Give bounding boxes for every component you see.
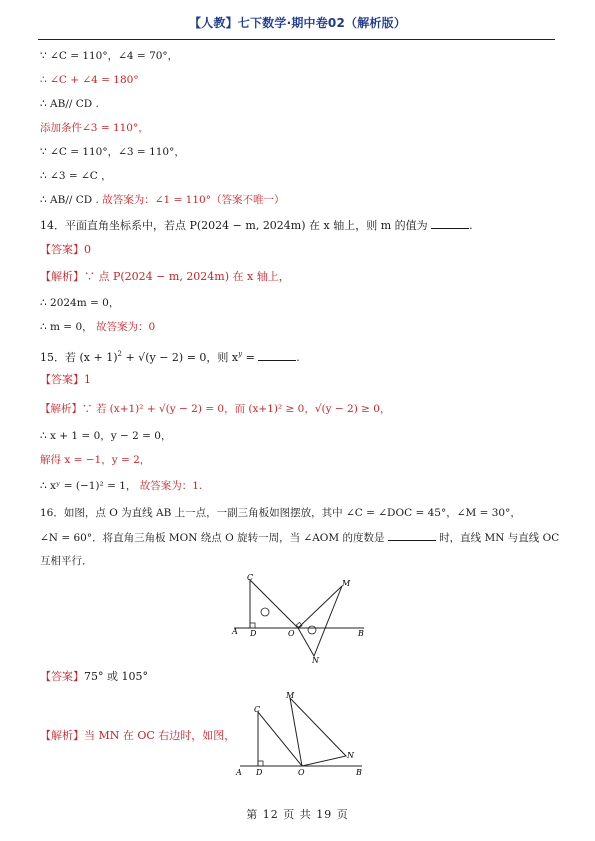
step-text: ∴ xʸ = (−1)² = 1， <box>40 480 137 492</box>
label-C: C <box>254 705 261 714</box>
question-16-stem-line3: 互相平行． <box>40 555 93 567</box>
step-line: 添加条件∠3 = 110°， <box>40 122 149 134</box>
analysis-line <box>40 402 391 416</box>
answer-value: 75° 或 105° <box>84 670 148 683</box>
answer-value: 0 <box>84 243 91 256</box>
question-15-stem: 15．若 $(x + 1)^2 + √(y - 2) = 0$，则 $x^y$ = . <box>40 350 300 364</box>
label-C: C <box>247 573 254 582</box>
label-M: M <box>342 579 351 588</box>
page-header-title: 【人教】七下数学·期中卷02（解析版） <box>188 16 407 30</box>
label-A: A <box>236 768 242 777</box>
label-D: D <box>256 768 263 777</box>
label-D: D <box>250 629 257 638</box>
figure-1-triangles <box>230 572 370 664</box>
analysis-tag: 【解析】 <box>40 403 82 415</box>
analysis-text: ∵ 点 P(2024 − m, 2024m) 在 x 轴上， <box>84 270 290 283</box>
figure-2-triangles <box>234 690 368 782</box>
question-14-stem: 14．平面直角坐标系中，若点 P(2024 − m, 2024m) 在 x 轴上，则 m 的值为 . <box>40 219 473 232</box>
answer-conclusion: 故答案为：1. <box>139 480 203 492</box>
step-line: ∴ 2024m = 0， <box>40 297 120 309</box>
analysis-tag: 【解析】 <box>40 270 84 283</box>
answer-line <box>40 373 91 387</box>
header-divider <box>38 39 555 40</box>
label-N: N <box>347 751 354 760</box>
label-M: M <box>286 691 295 700</box>
question-text: 时，直线 MN 与直线 OC <box>439 532 560 544</box>
label-N: N <box>312 656 319 664</box>
question-text: ∠N = 60°．将直角三角板 MON 绕点 O 旋转一周，当 ∠AOM 的度数是 <box>40 532 385 544</box>
answer-blank <box>431 218 469 229</box>
answer-conclusion: 故答案为：0 <box>95 321 156 333</box>
analysis-line <box>40 729 235 743</box>
answer-blank <box>258 350 296 361</box>
analysis-text: ∵ 若 (x+1)² + √(y − 2) = 0，而 (x+1)² ≥ 0，√(y − 2) ≥ 0， <box>82 403 391 415</box>
analysis-line <box>40 270 290 284</box>
answer-tag: 【答案】 <box>40 670 84 683</box>
step-line: 解得 x = −1，y = 2， <box>40 454 151 466</box>
step-text: ∴ AB// CD . <box>40 194 99 206</box>
question-16-stem-line1: 16．如图，点 O 为直线 AB 上一点，一副三角板如图摆放，其中 ∠C = ∠DOC = 45°，∠M = 30°， <box>40 507 521 519</box>
analysis-tag: 【解析】 <box>40 729 84 742</box>
question-text: = <box>242 351 255 364</box>
answer-blank <box>388 530 436 541</box>
answer-tag: 【答案】 <box>40 243 84 256</box>
question-text: 14．平面直角坐标系中，若点 P(2024 − m, 2024m) 在 x 轴上，则 m 的值为 <box>40 219 428 232</box>
step-line: ∴ x + 1 = 0，y − 2 = 0， <box>40 430 172 442</box>
step-line: ∴ ∠C + ∠4 = 180° <box>40 74 139 86</box>
answer-line <box>40 670 148 684</box>
step-line: ∵ ∠C = 110°，∠3 = 110°， <box>40 146 185 158</box>
label-B: B <box>358 629 364 638</box>
step-line <box>40 320 155 334</box>
step-text: ∴ m = 0， <box>40 321 93 333</box>
step-line <box>40 193 284 207</box>
step-line: ∵ ∠C = 110°，∠4 = 70°， <box>40 50 179 62</box>
question-text: 15．若 (x + 1) <box>40 351 118 364</box>
label-O: O <box>288 629 295 638</box>
question-text: + √(y − 2) = 0，则 x <box>121 351 239 364</box>
step-line: ∴ AB// CD . <box>40 98 99 110</box>
answer-line <box>40 243 91 257</box>
answer-conclusion: 故答案为：∠1 = 110°（答案不唯一） <box>102 194 285 206</box>
step-line <box>40 479 202 493</box>
analysis-text: 当 MN 在 OC 右边时，如图， <box>84 729 236 742</box>
label-O: O <box>298 768 305 777</box>
answer-tag: 【答案】 <box>40 373 84 386</box>
question-16-stem-line2 <box>40 530 559 545</box>
page-number: 第 12 页 共 19 页 <box>246 808 349 821</box>
step-line: ∴ ∠3 = ∠C ， <box>40 170 112 182</box>
label-A: A <box>232 627 238 636</box>
label-B: B <box>356 768 362 777</box>
answer-value: 1 <box>84 373 91 386</box>
